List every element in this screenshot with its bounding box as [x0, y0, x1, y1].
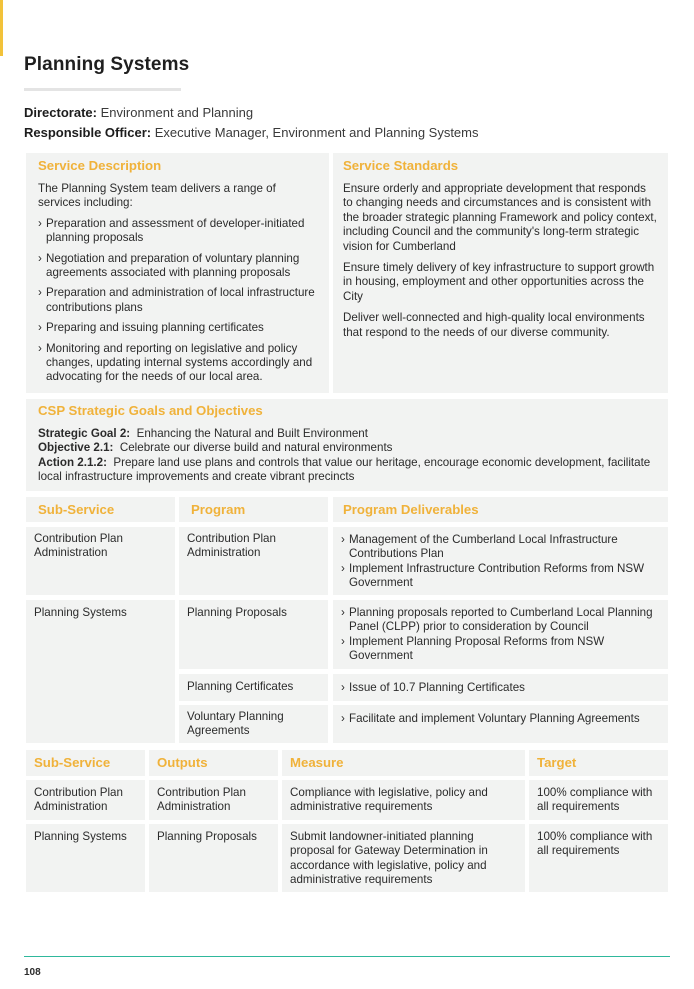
strategic-goal-line — [38, 427, 658, 441]
chevron-right-icon: › — [38, 286, 42, 300]
title-underline — [24, 88, 181, 91]
service-standard-paragraph: Ensure orderly and appropriate development that responds to changing needs and circumstances and is consistent with the broader strategic planning Framework and policy context, including Council and the community's long-term strategic vision for Cumberland — [343, 182, 657, 253]
chevron-right-icon: › — [38, 321, 42, 335]
page-title: Planning Systems — [24, 54, 190, 75]
program-table-cell-deliverables — [333, 600, 668, 669]
service-list-item: › Negotiation and preparation of voluntary planning agreements associated with planning proposals — [38, 251, 300, 280]
program-table-cell-deliverables — [333, 705, 668, 743]
service-standard-paragraph: Ensure timely delivery of key infrastructure to support growth in housing, employment and other opportunities across the City — [343, 261, 655, 303]
outputs-table-cell-subservice: Contribution Plan Administration — [26, 780, 145, 820]
program-table-cell-deliverables — [333, 527, 668, 595]
footer-rule — [24, 956, 670, 957]
service-standards-heading: Service Standards — [343, 158, 459, 173]
deliverable-item: › Implement Infrastructure Contribution Reforms from NSW Government — [341, 561, 645, 590]
outputs-table-header-measure: Measure — [282, 750, 525, 776]
deliverable-item: › Planning proposals reported to Cumberland Local Planning Panel (CLPP) prior to consideration by Council — [341, 606, 653, 634]
objective-text: Celebrate our diverse build and natural environments — [119, 441, 393, 455]
outputs-table-cell-output: Planning Proposals — [149, 824, 278, 892]
outputs-table-header-target: Target — [529, 750, 668, 776]
officer-value: Executive Manager, Environment and Planning Systems — [154, 125, 479, 140]
strategic-goal-label: Strategic Goal 2: — [38, 427, 131, 440]
deliverable-item: › Issue of 10.7 Planning Certificates — [341, 681, 525, 694]
service-list-item: › Preparation and assessment of developer-initiated planning proposals — [38, 216, 305, 245]
directorate-value: Environment and Planning — [100, 105, 254, 120]
program-table-cell-program: Voluntary Planning Agreements — [179, 705, 328, 743]
outputs-table-header-outputs: Outputs — [149, 750, 278, 776]
directorate-label: Directorate: — [24, 105, 97, 120]
chevron-right-icon: › — [38, 341, 42, 355]
service-list — [38, 217, 319, 385]
action-label: Action 2.1.2: — [38, 455, 107, 469]
service-list-item: › Preparation and administration of local infrastructure contributions plans — [38, 286, 315, 314]
action-text: Prepare land use plans and controls that value our heritage, encourage economic development, facilitate local infrastructure improvements and create vibrant precincts — [38, 455, 651, 484]
deliverable-item: › Management of the Cumberland Local Infrastructure Contributions Plan — [341, 533, 618, 561]
action-line — [38, 456, 658, 485]
objective-line — [38, 441, 658, 455]
deliverable-item: › Implement Planning Proposal Reforms from NSW Government — [341, 634, 605, 663]
outputs-table-cell-measure: Compliance with legislative, policy and administrative requirements — [282, 780, 525, 820]
outputs-table-cell-measure: Submit landowner-initiated planning proposal for Gateway Determination in accordance with legislative, policy and administrative requirements — [282, 824, 525, 892]
responsible-officer-line — [24, 125, 479, 140]
service-standard-paragraph: Deliver well-connected and high-quality local environments that respond to the needs of our diverse community. — [343, 311, 645, 339]
csp-goals-panel — [26, 399, 668, 491]
chevron-right-icon: › — [341, 561, 345, 575]
outputs-table-header-subservice: Sub-Service — [26, 750, 145, 776]
chevron-right-icon: › — [341, 712, 345, 725]
service-list-item: › Monitoring and reporting on legislative and policy changes, updating internal systems accordingly and advocating for the needs of our local area. — [38, 341, 313, 384]
service-standards-panel — [333, 153, 668, 393]
service-list-item: › Preparing and issuing planning certificates — [38, 321, 264, 335]
objective-label: Objective 2.1: — [38, 441, 114, 455]
deliverable-item: › Facilitate and implement Voluntary Planning Agreements — [341, 712, 640, 725]
strategic-goal-text: Enhancing the Natural and Built Environment — [136, 427, 368, 440]
service-description-intro: The Planning System team delivers a range of services including: — [38, 182, 276, 210]
program-table-cell-subservice: Planning Systems — [26, 600, 175, 743]
program-table-cell-deliverables — [333, 674, 668, 701]
program-table-header-subservice: Sub-Service — [26, 497, 175, 522]
chevron-right-icon: › — [341, 681, 345, 694]
directorate-line — [24, 105, 253, 120]
outputs-table-cell-output: Contribution Plan Administration — [149, 780, 278, 820]
chevron-right-icon: › — [341, 533, 345, 546]
service-description-panel — [26, 153, 329, 393]
chevron-right-icon: › — [38, 251, 42, 265]
chevron-right-icon: › — [341, 634, 345, 648]
outputs-table-cell-target: 100% compliance with all requirements — [529, 824, 668, 892]
page-number: 108 — [24, 967, 41, 978]
program-table-cell-program: Contribution Plan Administration — [179, 527, 328, 595]
service-description-heading: Service Description — [38, 158, 162, 173]
chevron-right-icon: › — [38, 216, 42, 230]
csp-heading: CSP Strategic Goals and Objectives — [38, 403, 263, 418]
program-table-cell-program: Planning Certificates — [179, 674, 328, 701]
officer-label: Responsible Officer: — [24, 125, 152, 140]
program-table-header-deliverables: Program Deliverables — [333, 497, 668, 522]
program-table-cell-subservice: Contribution Plan Administration — [26, 527, 175, 595]
top-accent-bar — [0, 0, 3, 56]
outputs-table-cell-target: 100% compliance with all requirements — [529, 780, 668, 820]
outputs-table-cell-subservice: Planning Systems — [26, 824, 145, 892]
program-table-header-program: Program — [179, 497, 328, 522]
chevron-right-icon: › — [341, 606, 345, 619]
program-table-cell-program: Planning Proposals — [179, 600, 328, 669]
